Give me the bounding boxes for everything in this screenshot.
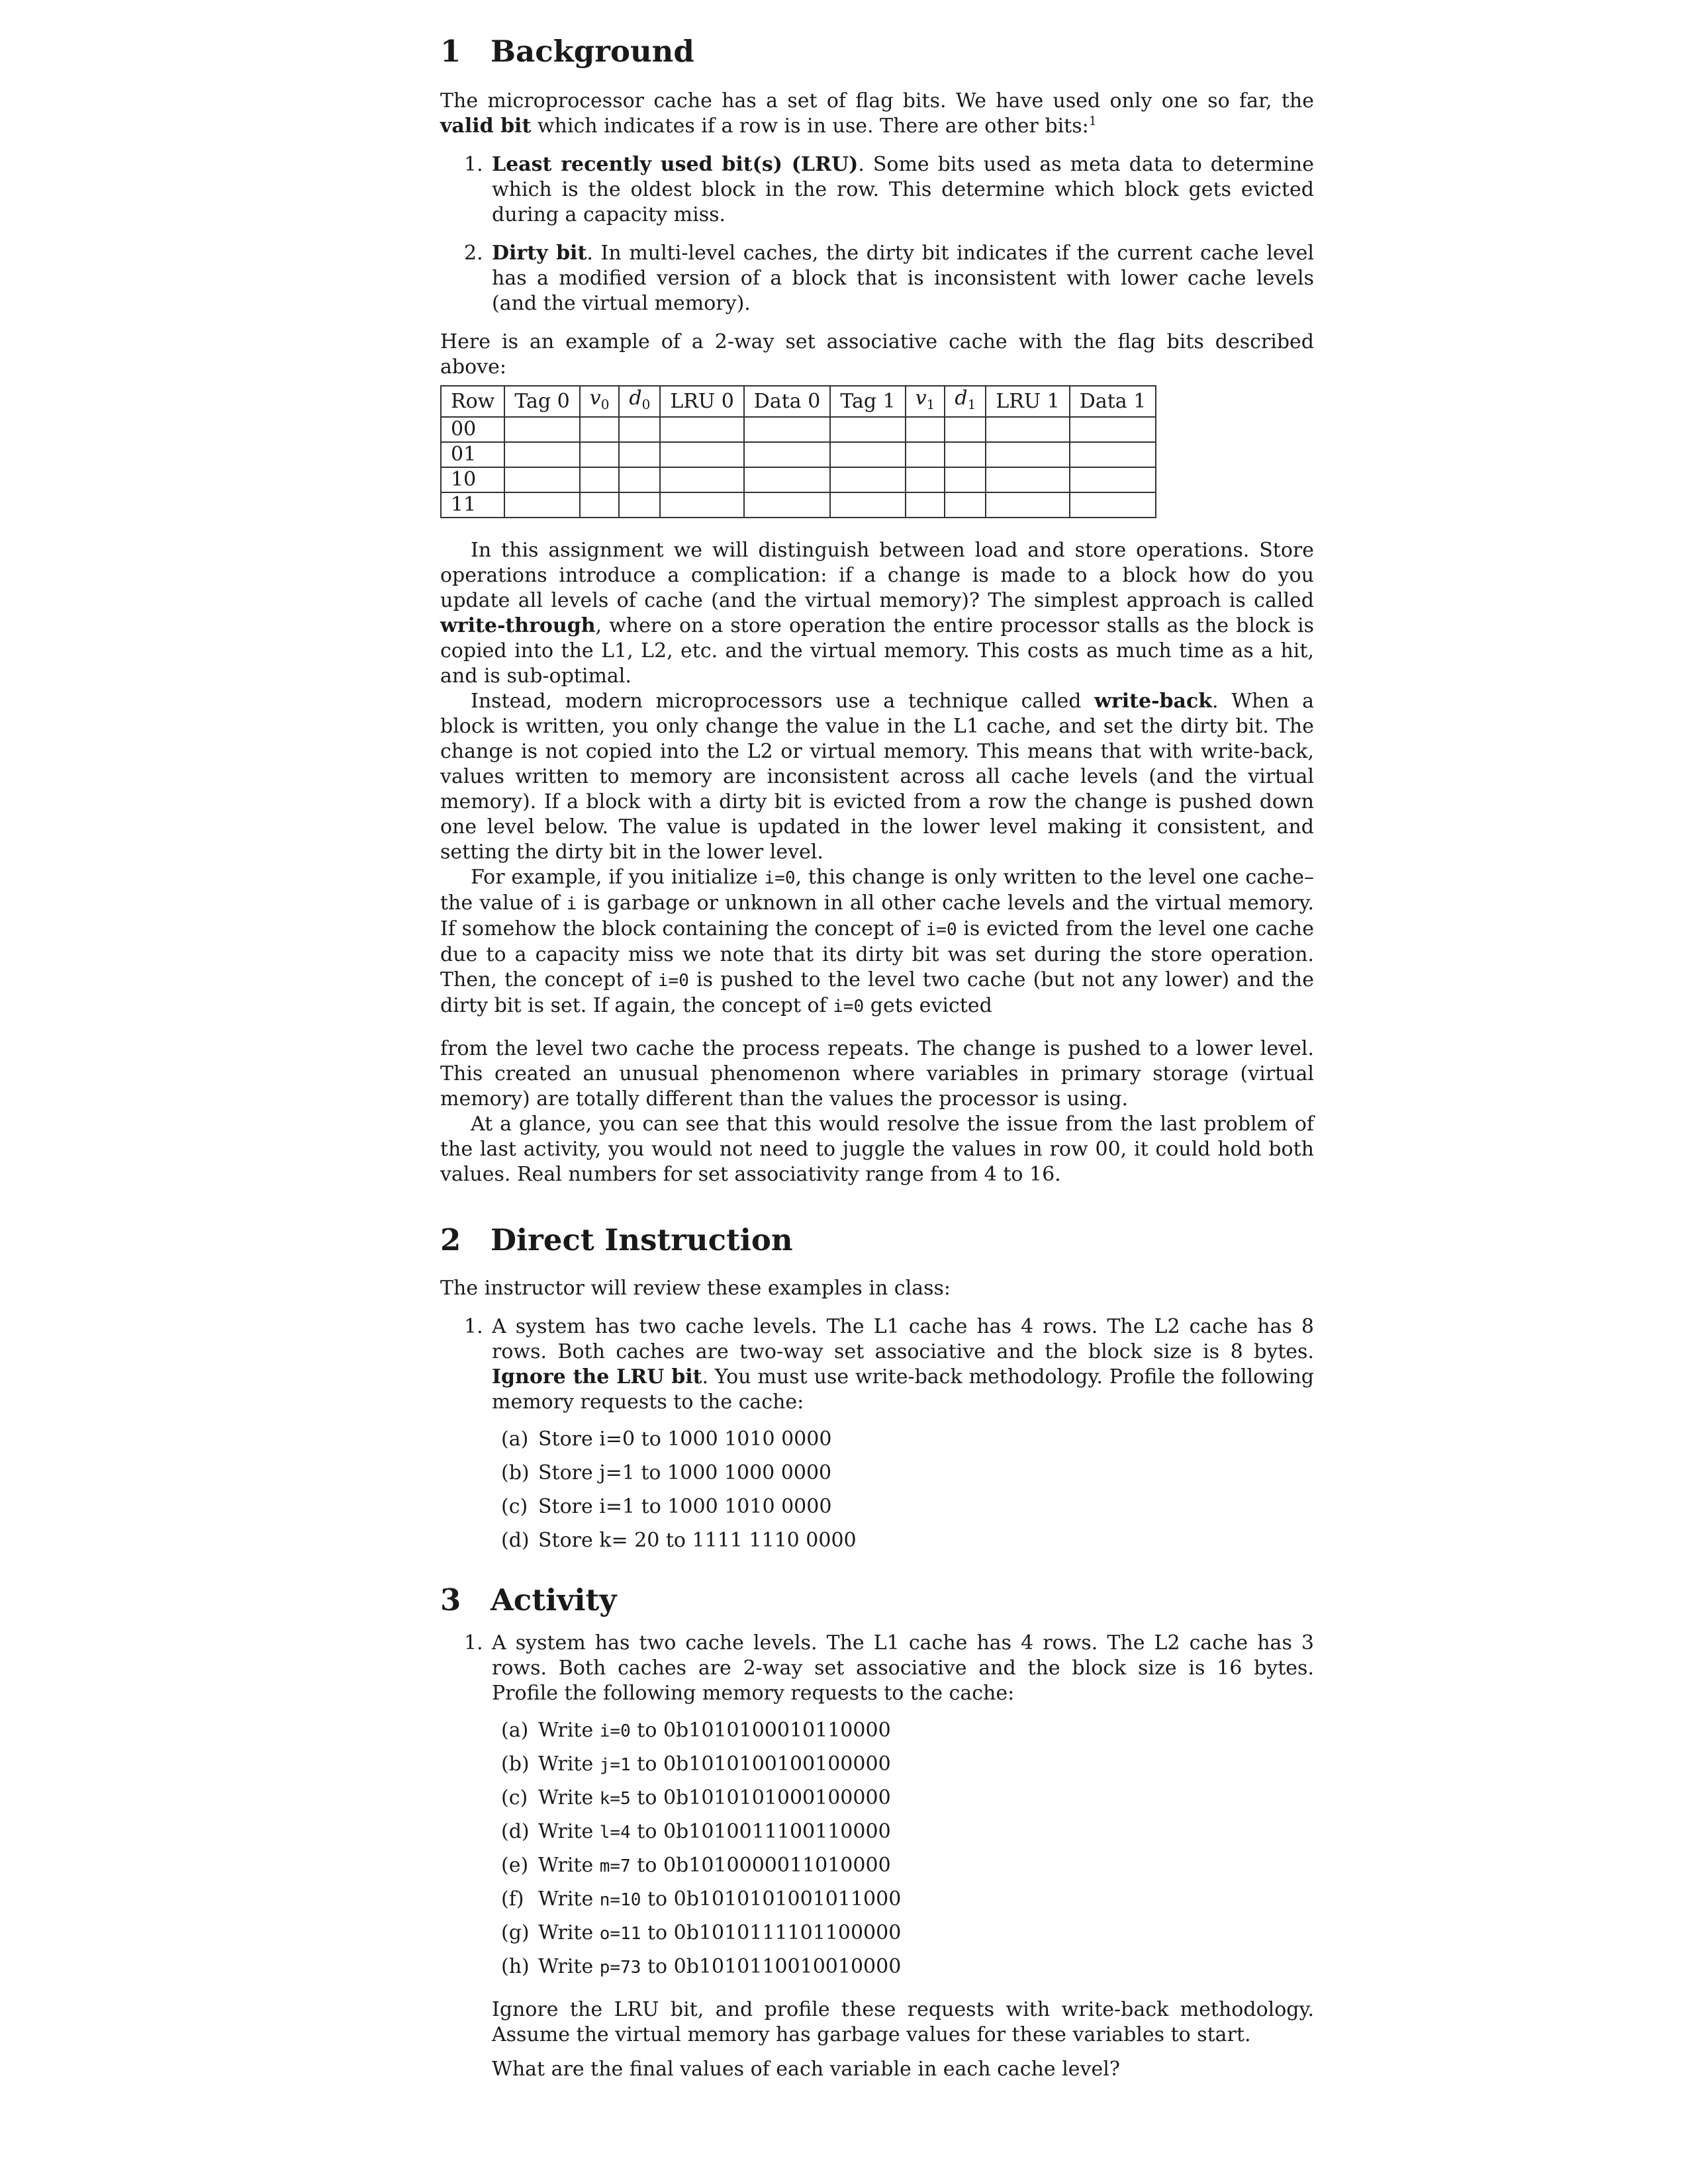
instruction-intro: The instructor will review these examples in class: (440, 1277, 951, 1300)
table-row: 11 (441, 492, 1156, 518)
table-row: 00 (441, 417, 1156, 442)
list-item: (d) Store k= 20 to 1111 1110 0000 (501, 1529, 857, 1552)
list-item: (f) Write n=10 to 0b1010101001011000 (501, 1888, 902, 1911)
glance-paragraph: At a glance, you can see that this would resolve the issue from the last problem of the last activity, you would not need to juggle the values in row 00, it could hold both values. Real numbers for set associativity range from 4 to 16. (440, 1113, 1314, 1186)
list-item: 2. Dirty bit. In multi-level caches, the dirty bit indicates if the current cache level has a modified version of a block that is inconsistent with lower cache levels (and the virtual memory). (464, 242, 1314, 315)
section-number: 2 (440, 1222, 461, 1257)
write-requests-list (440, 1718, 1314, 1988)
intro-paragraph: The microprocessor cache has a set of flag bits. We have used only one so far, the valid bit which indicates if a row is in use. There are other bits:$^1$ (440, 89, 1314, 138)
section-number: 1 (440, 34, 461, 69)
section-title: Background (491, 34, 694, 69)
list-item: (b) Store j=1 to 1000 1000 0000 (501, 1461, 832, 1484)
list-item: (a) Write i=0 to 0b1010100010110000 (501, 1719, 891, 1742)
continuation-paragraph: from the level two cache the process repeats. The change is pushed to a lower level. This created an unusual phenomenon where variables in primary storage (virtual memory) are totally different than the values the processor is using. (440, 1037, 1314, 1111)
write-back-paragraph: Instead, modern microprocessors use a technique called write-back. When a block is written, you only change the value in the L1 cache, and set the dirty bit. The change is not copied into the L2 or virtual memory. This means that with write-back, values written to memory are inconsistent across all cache levels (and the virtual memory). If a block with a dirty bit is evicted from a row the change is pushed down one level below. The value is updated in the lower level making it consistent, and setting the dirty bit in the lower level. (440, 690, 1315, 864)
table-row: 01 (441, 442, 1156, 467)
list-item: (e) Write m=7 to 0b1010000011010000 (501, 1854, 891, 1877)
footnote-marker: 1 (1088, 114, 1097, 128)
document-page (440, 33, 1314, 2082)
list-item: 1. A system has two cache levels. The L1 cache has 4 rows. The L2 cache has 3 rows. Both caches are 2-way set associative and the block size is 16 bytes. Profile the following memory requests to the cache: (464, 1631, 1314, 1705)
list-item: (c) Store i=1 to 1000 1010 0000 (501, 1495, 832, 1518)
list-item: (c) Write k=5 to 0b1010101000100000 (501, 1786, 891, 1809)
table-row: 10 (441, 467, 1156, 492)
list-item: (d) Write l=4 to 0b1010011100110000 (501, 1820, 891, 1843)
list-item: (b) Write j=1 to 0b1010100100100000 (501, 1752, 891, 1776)
list-item: 1. A system has two cache levels. The L1 cache has 4 rows. The L2 cache has 8 rows. Both caches are two-way set associative and the block size is 8 bytes. Ignore the LRU bit. You must use write-back methodology. Profile the following memory requests to the cache: (464, 1315, 1314, 1414)
example-paragraph: For example, if you initialize i=0, this change is only written to the level one cache–the value of i is garbage or unknown in all other cache levels and the virtual memory. If somehow the block containing the concept of i=0 is evicted from the level one cache due to a capacity miss we note that its dirty bit was set during the store operation. Then, the concept of i=0 is pushed to the level two cache (but not any lower) and the dirty bit is set. If again, the concept of i=0 gets evicted (440, 866, 1315, 1017)
example-intro: Here is an example of a 2-way set associative cache with the flag bits described above: (440, 330, 1314, 379)
activity-question: What are the final values of each variable in each cache level? (492, 2058, 1120, 2081)
valid-bit-1-header: $v_1$ (906, 386, 945, 417)
list-item: (h) Write p=73 to 0b1010110010010000 (501, 1955, 902, 1978)
section-2-heading (440, 1222, 1314, 1259)
dirty-bit-1-header: $d_1$ (945, 386, 986, 417)
dirty-bit-0-header: $d_0$ (619, 386, 660, 417)
section-title: Activity (491, 1582, 617, 1617)
flag-bits-list (440, 152, 1314, 316)
section-3-heading (440, 1582, 1314, 1619)
activity-list (440, 1631, 1314, 1706)
section-title: Direct Instruction (491, 1222, 793, 1257)
write-through-paragraph: In this assignment we will distinguish between load and store operations. Store operations introduce a complication: if a change is made to a block how do you update all levels of cache (and the virtual memory)? The simplest approach is called write-through, where on a store operation the entire processor stalls as the block is copied into the L1, L2, etc. and the virtual memory. This costs as much time as a hit, and is sub-optimal. (440, 539, 1314, 688)
valid-bit-0-header: $v_0$ (580, 386, 620, 417)
section-number: 3 (440, 1582, 461, 1617)
list-item: (a) Store i=0 to 1000 1010 0000 (501, 1428, 832, 1451)
instruction-list (440, 1314, 1314, 1415)
list-item: 1. Least recently used bit(s) (LRU). Some bits used as meta data to determine which is the oldest block in the row. This determine which block gets evicted during a capacity miss. (464, 153, 1314, 226)
section-1-heading (440, 33, 1314, 70)
activity-instructions: Ignore the LRU bit, and profile these requests with write-back methodology. Assume the virtual memory has garbage values for these variables to start. (492, 1998, 1314, 2046)
cache-table (440, 385, 1156, 518)
list-item: (g) Write o=11 to 0b1010111101100000 (501, 1921, 902, 1944)
table-header-row: Row Tag 0 $v_0$ $d_0$ LRU 0 Data 0 Tag 1 $v_1$ $d_1$ LRU 1 Data 1 (441, 386, 1156, 417)
store-requests-list (440, 1427, 1314, 1562)
